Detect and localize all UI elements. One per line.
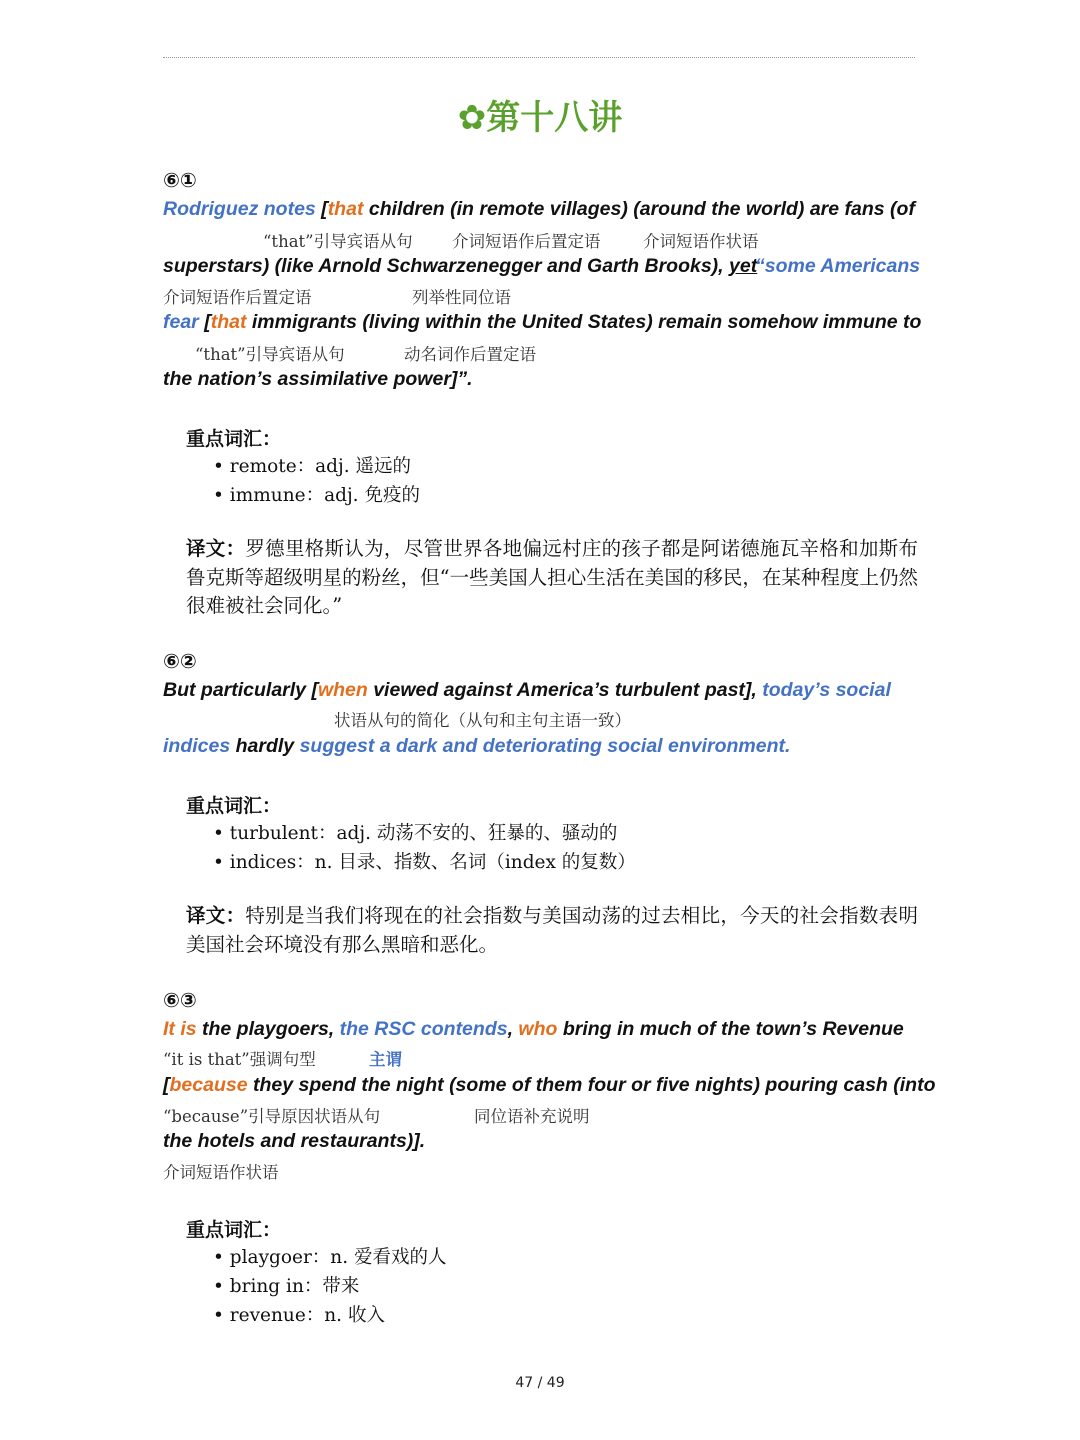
sentence-line: [163, 1074, 936, 1097]
translation-text: 特别是当我们将现在的社会指数与美国动荡的过去相比，今天的社会指数表明美国社会环境没有那么黑暗和恶化。: [186, 904, 918, 956]
text: they spend the night (some of them four or five nights) pouring cash (into: [247, 1074, 936, 1096]
predicate-text: suggest a dark and deteriorating social environment.: [299, 735, 791, 757]
subject-verb-text: the RSC contends: [339, 1018, 508, 1040]
sentence-line: [163, 735, 923, 758]
sentence-line: the nation’s assimilative power]”.: [163, 368, 473, 390]
vocab-item: • bring in：带来: [213, 1276, 360, 1297]
conjunction-text: that: [210, 311, 247, 333]
vocab-item: • turbulent：adj. 动荡不安的、狂暴的、骚动的: [213, 823, 618, 844]
text: bring in much of the town’s Revenue: [557, 1018, 904, 1040]
conjunction-text: yet: [729, 255, 758, 277]
conjunction-text: that: [327, 198, 364, 220]
sentence-line: [163, 311, 923, 334]
text: viewed against America’s turbulent past],: [367, 679, 763, 701]
text: hardly: [230, 735, 300, 757]
sentence-line: [163, 198, 923, 221]
vocab-item: • immune：adj. 免疫的: [213, 485, 420, 506]
quote-text: “some Americans: [755, 255, 921, 277]
annotation: “that”引导宾语从句: [195, 345, 345, 364]
translation: [186, 535, 918, 621]
text: [: [315, 198, 328, 220]
text: [: [198, 311, 211, 333]
annotation: 列举性同位语: [412, 288, 511, 307]
text: [: [163, 1074, 170, 1096]
annotation: 主谓: [369, 1050, 402, 1069]
vocab-item: • remote：adj. 遥远的: [213, 456, 412, 477]
subject-text: indices: [163, 735, 231, 757]
emphasis-text: It is: [163, 1018, 197, 1040]
vocab-item: • revenue：n. 收入: [213, 1305, 385, 1326]
sentence-line: [163, 1018, 923, 1041]
conjunction-text: because: [169, 1074, 248, 1096]
top-divider: [163, 57, 915, 58]
verb-text: fear: [163, 311, 199, 333]
text: the playgoers,: [196, 1018, 340, 1040]
section-number: ⑥③: [163, 988, 197, 1012]
page-number: 47 / 49: [515, 1375, 565, 1391]
section-number: ⑥①: [163, 168, 197, 192]
text: immigrants (living within the United States) remain somehow immune to: [246, 311, 922, 333]
annotation: 介词短语作后置定语: [163, 288, 312, 307]
vocab-item: • playgoer：n. 爱看戏的人: [213, 1247, 447, 1268]
annotation: 介词短语作后置定语: [452, 232, 601, 251]
translation: [186, 902, 918, 959]
translation-label: 译文：: [186, 904, 246, 927]
section-number: ⑥②: [163, 649, 197, 673]
translation-label: 译文：: [186, 537, 246, 560]
text: children (in remote villages) (around the world) are fans (of: [363, 198, 915, 220]
text: But particularly [: [163, 679, 318, 701]
annotation: “it is that”强调句型: [163, 1050, 316, 1069]
annotation: 状语从句的简化（从句和主句主语一致）: [334, 711, 631, 730]
emphasis-text: who: [518, 1018, 558, 1040]
annotation: 同位语补充说明: [474, 1107, 590, 1126]
annotation: “because”引导原因状语从句: [163, 1107, 381, 1126]
vocab-heading: 重点词汇：: [186, 428, 282, 450]
page-title: ✿第十八讲: [457, 98, 623, 138]
conjunction-text: when: [317, 679, 368, 701]
annotation: 介词短语作状语: [163, 1163, 279, 1182]
annotation: “that”引导宾语从句: [263, 232, 413, 251]
vocab-heading: 重点词汇：: [186, 1219, 282, 1241]
annotation: 动名词作后置定语: [404, 345, 536, 364]
translation-text: 罗德里格斯认为，尽管世界各地偏远村庄的孩子都是阿诺德施瓦辛格和加斯布鲁克斯等超级明星的粉丝，但“一些美国人担心生活在美国的移民，在某种程度上仍然很难被社会同化。”: [186, 537, 918, 617]
sentence-line: [163, 679, 923, 702]
subject-text: today’s social: [762, 679, 891, 701]
text: ,: [507, 1018, 519, 1040]
vocab-heading: 重点词汇：: [186, 795, 282, 817]
annotation: 介词短语作状语: [643, 232, 759, 251]
text: superstars) (like Arnold Schwarzenegger and Garth Brooks),: [163, 255, 729, 277]
subject-verb-text: Rodriguez notes: [163, 198, 316, 220]
vocab-item: • indices：n. 目录、指数、名词（index 的复数）: [213, 852, 636, 873]
sentence-line: the hotels and restaurants)].: [163, 1130, 426, 1152]
